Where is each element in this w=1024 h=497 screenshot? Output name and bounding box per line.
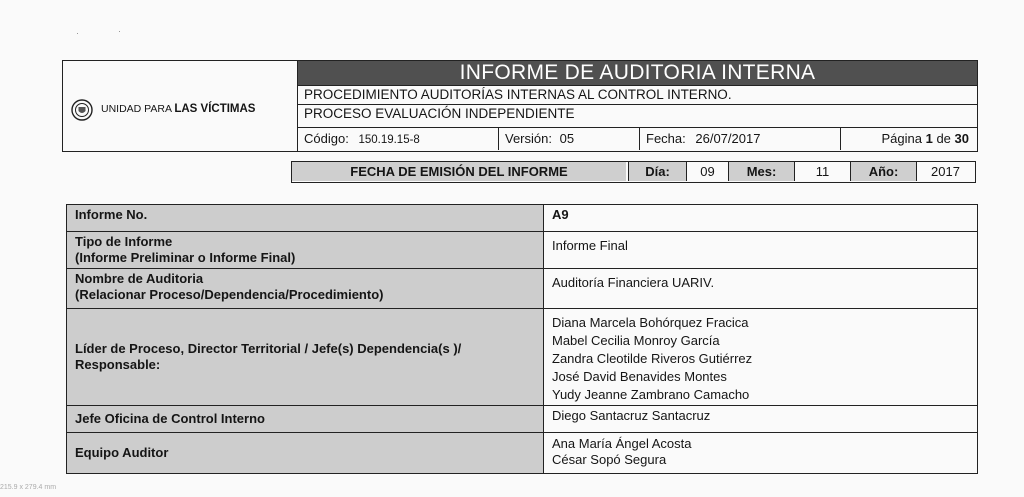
row-label-line: Tipo de Informe bbox=[75, 234, 173, 249]
row-label-line: (Relacionar Proceso/Dependencia/Procedimiento) bbox=[75, 287, 384, 302]
row-value bbox=[544, 205, 977, 231]
version-value: 05 bbox=[559, 131, 575, 146]
row-value bbox=[544, 232, 977, 268]
row-label-line: (Informe Preliminar o Informe Final) bbox=[75, 250, 296, 265]
document-header bbox=[62, 60, 978, 152]
process-line: PROCESO EVALUACIÓN INDEPENDIENTE bbox=[298, 104, 977, 122]
pagina-total: 30 bbox=[954, 131, 969, 146]
mes-value: 11 bbox=[794, 162, 850, 181]
emission-date-row bbox=[291, 161, 976, 183]
audit-name: Auditoría Financiera UARIV. bbox=[552, 275, 715, 290]
table-row bbox=[67, 231, 977, 268]
row-label bbox=[67, 205, 544, 231]
responsible-name: Diana Marcela Bohórquez Fracica bbox=[552, 315, 749, 330]
mes-label: Mes: bbox=[728, 162, 794, 181]
row-label-line: Nombre de Auditoria bbox=[75, 271, 204, 286]
row-label-line: Responsable: bbox=[75, 357, 161, 372]
pagina-current: 1 bbox=[925, 131, 933, 146]
procedure-line: PROCEDIMIENTO AUDITORÍAS INTERNAS AL CONTROL INTERNO. bbox=[298, 85, 977, 103]
table-row bbox=[67, 405, 977, 432]
pagina-label: Página bbox=[881, 131, 922, 146]
codigo-value: 150.19.15-8 bbox=[358, 134, 420, 146]
responsible-name: Mabel Cecilia Monroy García bbox=[552, 333, 720, 348]
row-value bbox=[544, 406, 977, 432]
logo-text-normal: UNIDAD PARA bbox=[101, 103, 172, 115]
auditor-name: César Sopó Segura bbox=[552, 452, 667, 467]
anio-label: Año: bbox=[850, 162, 916, 181]
auditor-name: Ana María Ángel Acosta bbox=[552, 436, 692, 451]
row-label-line: Equipo Auditor bbox=[75, 445, 169, 460]
fecha-value: 26/07/2017 bbox=[695, 131, 761, 146]
row-label bbox=[67, 269, 544, 308]
row-label bbox=[67, 406, 544, 432]
scan-mark: · bbox=[76, 28, 79, 38]
logo-cell bbox=[63, 61, 298, 151]
row-value bbox=[544, 433, 977, 473]
coat-of-arms-icon bbox=[71, 99, 93, 121]
row-label-line: Informe No. bbox=[75, 207, 148, 222]
version-cell bbox=[499, 128, 639, 150]
scan-mark: · bbox=[118, 26, 121, 36]
row-label-line: Líder de Proceso, Director Territorial / Jefe(s) Dependencia(s )/ bbox=[75, 341, 462, 356]
dia-label: Día: bbox=[628, 162, 686, 181]
pagina-of: de bbox=[936, 131, 951, 146]
row-label bbox=[67, 232, 544, 268]
version-label: Versión: bbox=[505, 131, 552, 146]
report-info-table bbox=[66, 204, 978, 474]
row-label-line: Jefe Oficina de Control Interno bbox=[75, 411, 265, 426]
logo-text-bold: LAS VÍCTIMAS bbox=[174, 103, 256, 115]
dia-value: 09 bbox=[686, 162, 728, 181]
row-value bbox=[544, 309, 977, 405]
report-type: Informe Final bbox=[552, 238, 628, 253]
codigo-label: Código: bbox=[304, 131, 349, 146]
responsible-name: Yudy Jeanne Zambrano Camacho bbox=[552, 387, 750, 402]
table-row bbox=[67, 205, 977, 231]
table-row bbox=[67, 432, 977, 473]
row-label bbox=[67, 433, 544, 473]
logo-text bbox=[101, 103, 255, 115]
row-label bbox=[67, 309, 544, 405]
row-value bbox=[544, 269, 977, 308]
fecha-cell bbox=[640, 128, 840, 150]
pagina-cell bbox=[841, 128, 975, 150]
table-row bbox=[67, 308, 977, 405]
control-head-name: Diego Santacruz Santacruz bbox=[552, 408, 711, 423]
report-title: INFORME DE AUDITORIA INTERNA bbox=[298, 61, 977, 85]
responsible-name: José David Benavides Montes bbox=[552, 369, 727, 384]
document-meta-row bbox=[298, 127, 977, 150]
fecha-label: Fecha: bbox=[646, 131, 686, 146]
report-number: A9 bbox=[552, 207, 569, 222]
codigo-cell bbox=[298, 128, 498, 150]
responsible-name: Zandra Cleotilde Riveros Gutiérrez bbox=[552, 351, 753, 366]
anio-value: 2017 bbox=[916, 162, 974, 181]
table-row bbox=[67, 268, 977, 308]
page-size-label: 215.9 x 279.4 mm bbox=[0, 484, 57, 491]
emission-label: FECHA DE EMISIÓN DEL INFORME bbox=[292, 162, 626, 181]
